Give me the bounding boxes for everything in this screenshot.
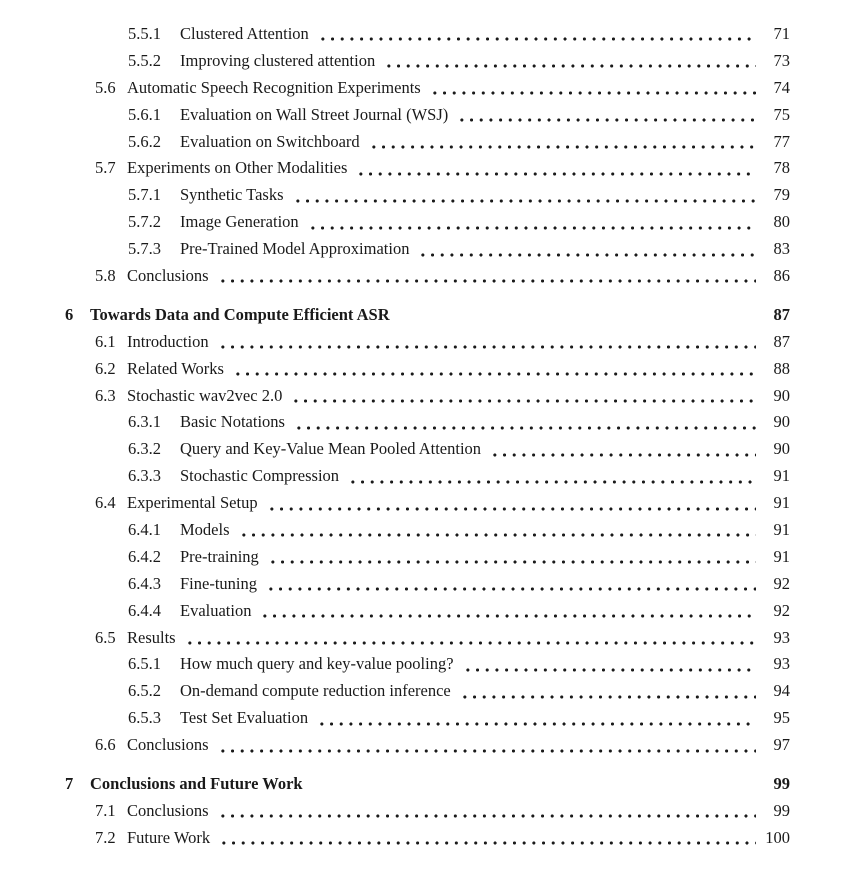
entry-page: 74 — [773, 77, 790, 97]
entry-page: 91 — [773, 546, 790, 566]
entry-number: 6.5.3 — [128, 708, 161, 728]
entry-number: 7 — [65, 774, 74, 794]
entry-page: 77 — [773, 131, 790, 151]
entry-page: 90 — [773, 385, 790, 405]
dot-leader — [308, 209, 756, 236]
dot-leader — [348, 463, 756, 490]
dot-leader — [218, 329, 756, 356]
toc-entry — [65, 825, 790, 852]
toc-entry — [65, 598, 790, 625]
dot-leader — [239, 517, 757, 544]
toc-entry — [65, 356, 790, 383]
dot-leader — [457, 102, 756, 129]
dot-leader — [312, 771, 756, 798]
dot-leader — [356, 155, 756, 182]
entry-number: 5.6 — [95, 77, 116, 97]
entry-number: 5.8 — [95, 266, 116, 286]
entry-title: Future Work — [127, 827, 211, 847]
entry-number: 6.3.3 — [128, 466, 161, 486]
dot-leader — [490, 436, 756, 463]
toc-entry — [65, 155, 790, 182]
entry-page: 78 — [773, 158, 790, 178]
entry-title: Conclusions and Future Work — [90, 774, 303, 794]
entry-title: Related Works — [127, 358, 224, 378]
dot-leader — [430, 75, 756, 102]
entry-number: 6 — [65, 304, 74, 324]
entry-title: Image Generation — [180, 212, 299, 232]
entry-page: 91 — [773, 520, 790, 540]
entry-number: 6.4.1 — [128, 520, 161, 540]
entry-number: 6.6 — [95, 735, 116, 755]
toc-entry — [65, 209, 790, 236]
toc-entry — [65, 48, 790, 75]
entry-page: 87 — [773, 304, 790, 324]
dot-leader — [399, 302, 756, 329]
entry-page: 91 — [773, 466, 790, 486]
entry-page: 71 — [773, 24, 790, 43]
entry-title: Automatic Speech Recognition Experiments — [127, 77, 421, 97]
entry-page: 92 — [773, 600, 790, 620]
toc-entry — [65, 263, 790, 290]
entry-page: 80 — [773, 212, 790, 232]
entry-title: Test Set Evaluation — [180, 708, 309, 728]
toc-entry — [65, 409, 790, 436]
entry-title: Stochastic wav2vec 2.0 — [127, 385, 283, 405]
entry-number: 6.3.1 — [128, 412, 161, 432]
toc-entry — [65, 771, 790, 798]
entry-title: Fine-tuning — [180, 573, 257, 593]
dot-leader — [318, 21, 756, 48]
toc-entry — [65, 236, 790, 263]
dot-leader — [294, 409, 756, 436]
entry-number: 6.4.3 — [128, 573, 161, 593]
entry-number: 5.6.2 — [128, 131, 161, 151]
entry-title: Experiments on Other Modalities — [127, 158, 348, 178]
toc-entry — [65, 571, 790, 598]
entry-page: 94 — [773, 681, 790, 701]
entry-number: 5.7.3 — [128, 239, 161, 259]
dot-leader — [185, 625, 756, 652]
entry-page: 90 — [773, 412, 790, 432]
toc-entry — [65, 490, 790, 517]
entry-title: Towards Data and Compute Efficient ASR — [90, 304, 390, 324]
entry-page: 100 — [765, 827, 790, 847]
entry-title: How much query and key-value pooling? — [180, 654, 454, 674]
entry-title: Basic Notations — [180, 412, 285, 432]
entry-title: Evaluation on Switchboard — [180, 131, 360, 151]
entry-page: 88 — [773, 358, 790, 378]
entry-title: Stochastic Compression — [180, 466, 340, 486]
toc-entry — [65, 625, 790, 652]
toc-entry — [65, 182, 790, 209]
entry-page: 79 — [773, 185, 790, 205]
entry-title: Evaluation — [180, 600, 252, 620]
entry-page: 99 — [773, 800, 790, 820]
toc-list — [65, 21, 790, 852]
dot-leader — [291, 383, 756, 410]
entry-number: 7.1 — [95, 800, 116, 820]
entry-title: Pre-training — [180, 546, 259, 566]
entry-title: Conclusions — [127, 735, 209, 755]
entry-page: 97 — [773, 735, 790, 755]
toc-entry — [65, 329, 790, 356]
entry-title: Evaluation on Wall Street Journal (WSJ) — [180, 104, 449, 124]
entry-page: 75 — [773, 104, 790, 124]
entry-number: 6.5 — [95, 627, 116, 647]
entry-number: 6.3 — [95, 385, 116, 405]
toc-entry — [65, 798, 790, 825]
toc-entry — [65, 302, 790, 329]
entry-title: Improving clustered attention — [180, 50, 376, 70]
entry-title: Pre-Trained Model Approximation — [180, 239, 410, 259]
toc-entry — [65, 517, 790, 544]
entry-number: 5.7.1 — [128, 185, 161, 205]
entry-page: 83 — [773, 239, 790, 259]
toc-entry — [65, 383, 790, 410]
entry-title: Results — [127, 627, 176, 647]
dot-leader — [260, 598, 756, 625]
dot-leader — [369, 129, 756, 156]
entry-title: Conclusions — [127, 800, 209, 820]
entry-number: 5.7.2 — [128, 212, 161, 232]
entry-title: Query and Key-Value Mean Pooled Attention — [180, 439, 482, 459]
entry-page: 95 — [773, 708, 790, 728]
entry-title: Introduction — [127, 331, 209, 351]
dot-leader — [267, 490, 756, 517]
dot-leader — [218, 263, 756, 290]
toc-entry — [65, 102, 790, 129]
dot-leader — [266, 571, 756, 598]
entry-title: Conclusions — [127, 266, 209, 286]
entry-number: 5.5.2 — [128, 50, 161, 70]
entry-page: 93 — [773, 627, 790, 647]
dot-leader — [233, 356, 756, 383]
entry-number: 6.3.2 — [128, 439, 161, 459]
entry-number: 6.4.2 — [128, 546, 161, 566]
entry-number: 6.4.4 — [128, 600, 161, 620]
toc-entry — [65, 463, 790, 490]
toc-entry — [65, 651, 790, 678]
entry-title: Experimental Setup — [127, 493, 258, 513]
entry-number: 5.6.1 — [128, 104, 161, 124]
dot-leader — [463, 651, 756, 678]
entry-number: 6.5.2 — [128, 681, 161, 701]
entry-page: 86 — [773, 266, 790, 286]
entry-number: 5.7 — [95, 158, 116, 178]
entry-page: 90 — [773, 439, 790, 459]
entry-number: 6.5.1 — [128, 654, 161, 674]
entry-number: 7.2 — [95, 827, 116, 847]
entry-title: Models — [180, 520, 230, 540]
dot-leader — [268, 544, 756, 571]
entry-number: 6.2 — [95, 358, 116, 378]
entry-number: 6.1 — [95, 331, 116, 351]
dot-leader — [219, 825, 756, 852]
entry-page: 92 — [773, 573, 790, 593]
entry-page: 91 — [773, 493, 790, 513]
toc-entry — [65, 21, 790, 48]
entry-page: 87 — [773, 331, 790, 351]
toc-entry — [65, 436, 790, 463]
toc-entry — [65, 678, 790, 705]
toc-entry — [65, 705, 790, 732]
entry-number: 6.4 — [95, 493, 116, 513]
dot-leader — [218, 732, 756, 759]
entry-title: On-demand compute reduction inference — [180, 681, 451, 701]
toc-entry — [65, 732, 790, 759]
toc-entry — [65, 544, 790, 571]
dot-leader — [384, 48, 756, 75]
toc-entry — [65, 75, 790, 102]
dot-leader — [293, 182, 757, 209]
entry-number: 5.5.1 — [128, 24, 161, 43]
entry-page: 73 — [773, 50, 790, 70]
entry-page: 99 — [773, 774, 790, 794]
entry-title: Clustered Attention — [180, 24, 309, 43]
dot-leader — [317, 705, 756, 732]
toc-entry — [65, 129, 790, 156]
entry-title: Synthetic Tasks — [180, 185, 284, 205]
dot-leader — [460, 678, 756, 705]
dot-leader — [418, 236, 756, 263]
dot-leader — [218, 798, 756, 825]
entry-page: 93 — [773, 654, 790, 674]
